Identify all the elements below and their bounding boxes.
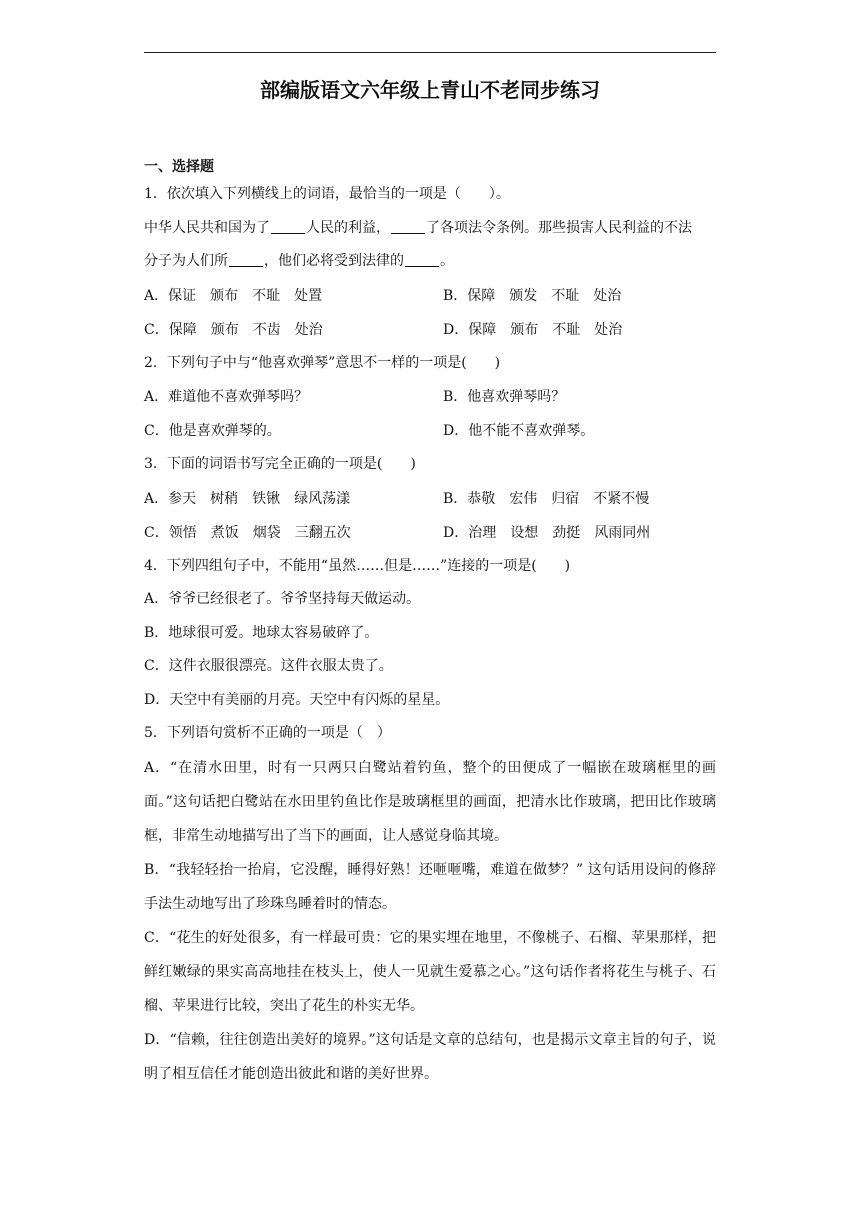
question-3-options-row-1 — [144, 482, 716, 516]
section-heading: 一、选择题 — [144, 159, 214, 175]
option-b[interactable]: B．他喜欢弹琴吗？ — [443, 389, 566, 405]
question-2-stem: 2．下列句子中与“他喜欢弹琴”意思不一样的一项是( ) — [144, 354, 501, 371]
option-b[interactable]: B．“我轻轻抬一抬肩，它没醒，睡得好熟！还咂咂嘴，难道在做梦？” 这句话用设问的修辞手法生动地写出了珍珠鸟睡着时的情态。 — [144, 861, 716, 912]
option-a[interactable]: A．“在清水田里，时有一只两只白鹭站着钓鱼，整个的田便成了一幅嵌在玻璃框里的画面。”这句话把白鹭站在水田里钓鱼比作是玻璃框里的画面，把清水比作玻璃，把田比作玻璃框，非常生动地描写出了当下的画面，让人感觉身临其境。 — [144, 759, 716, 844]
option-d[interactable]: D．保障 颁布 不耻 处治 — [443, 321, 623, 338]
option-b[interactable]: B．保障 颁发 不耻 处治 — [443, 287, 622, 304]
question-1-stem: 1．依次填入下列横线上的词语，最恰当的一项是（ ）。 — [144, 186, 510, 202]
option-d[interactable]: D．治理 设想 劲挺 风雨同州 — [443, 524, 651, 541]
option-c[interactable]: C．保障 颁布 不齿 处治 — [144, 321, 323, 338]
option-a[interactable]: A．难道他不喜欢弹琴吗？ — [144, 389, 309, 405]
question-1-passage-line-2: 分子为人们所 ，他们必将受到法律的 。 — [144, 253, 454, 269]
fill-blank[interactable] — [405, 252, 439, 267]
fill-blank[interactable] — [229, 252, 263, 267]
option-a[interactable]: A．参天 树稍 铁锹 绿风荡漾 — [144, 490, 351, 507]
question-4-stem: 4．下列四组句子中，不能用“虽然……但是……”连接的一项是( ) — [144, 557, 571, 574]
option-d[interactable]: D．天空中有美丽的月亮。天空中有闪烁的星星。 — [144, 691, 450, 708]
option-d[interactable]: D．“信赖，往往创造出美好的境界。”这句话是文章的总结句，也是揭示文章主旨的句子，说明了相互信任才能创造出彼此和谐的美好世界。 — [144, 1031, 716, 1082]
option-a[interactable]: A．保证 颁布 不耻 处置 — [144, 287, 323, 304]
page-title: 部编版语文六年级上青山不老同步练习 — [260, 78, 600, 102]
option-a[interactable]: A．爷爷已经很老了。爷爷坚持每天做运动。 — [144, 591, 421, 607]
fill-blank[interactable] — [391, 219, 425, 234]
question-2-options-row-2 — [144, 414, 716, 448]
option-b[interactable]: B．地球很可爱。地球太容易破碎了。 — [144, 624, 379, 641]
question-1-passage-line-1: 中华人民共和国为了 人民的利益， 了各项法令条例。那些损害人民利益的不法 — [144, 219, 692, 236]
option-c[interactable]: C．他是喜欢弹琴的。 — [144, 423, 281, 439]
question-3-options-row-2 — [144, 516, 716, 550]
option-c[interactable]: C．这件衣服很漂亮。这件衣服太贵了。 — [144, 658, 393, 674]
question-2-options-row-1 — [144, 380, 716, 414]
option-c[interactable]: C．领悟 煮饭 烟袋 三翻五次 — [144, 524, 351, 541]
question-5-stem: 5．下列语句赏析不正确的一项是（ ） — [144, 725, 391, 741]
option-b[interactable]: B．恭敬 宏伟 归宿 不紧不慢 — [443, 490, 650, 507]
question-1-options-row-2 — [144, 313, 716, 347]
fill-blank[interactable] — [271, 219, 305, 234]
option-d[interactable]: D．他不能不喜欢弹琴。 — [443, 423, 595, 439]
question-3-stem: 3．下面的词语书写完全正确的一项是( ) — [144, 456, 416, 472]
worksheet-body — [144, 156, 716, 1091]
question-1-options-row-1 — [144, 279, 716, 313]
header-rule — [144, 52, 716, 53]
option-c[interactable]: C．“花生的好处很多，有一样最可贵：它的果实埋在地里，不像桃子、石榴、苹果那样，把鲜红嫩绿的果实高高地挂在枝头上，使人一见就生爱慕之心。”这句话作者将花生与桃子、石榴、苹果进行比较，突出了花生的朴实无华。 — [144, 929, 716, 1014]
